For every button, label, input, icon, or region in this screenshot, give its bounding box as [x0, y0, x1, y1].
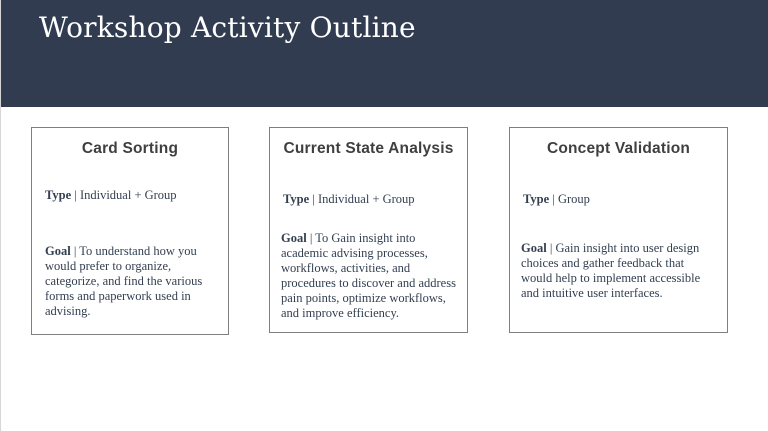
- separator: |: [74, 188, 77, 202]
- goal-row: [521, 241, 716, 301]
- slide-title: Workshop Activity Outline: [39, 11, 416, 44]
- goal-value: Gain insight into user design choices and gather feedback that would help to implement accessible and intuitive user interfaces.: [521, 241, 701, 300]
- goal-label: Goal: [45, 244, 71, 258]
- type-label: Type: [283, 192, 310, 206]
- goal-label: Goal: [521, 241, 547, 255]
- card-current-state-analysis: [269, 127, 468, 333]
- type-row: [45, 188, 215, 203]
- type-value: Individual + Group: [79, 188, 177, 202]
- type-value: Individual + Group: [317, 192, 415, 206]
- type-label: Type: [523, 192, 550, 206]
- card-card-sorting: [31, 127, 229, 335]
- type-row: [283, 192, 454, 207]
- type-row: [523, 192, 714, 207]
- separator: |: [73, 244, 77, 258]
- card-heading: Concept Validation: [546, 140, 691, 157]
- separator: |: [312, 192, 315, 206]
- card-heading: Card Sorting: [81, 140, 179, 157]
- card-heading: Current State Analysis: [283, 140, 454, 157]
- separator: |: [309, 231, 313, 245]
- slide-header: [1, 0, 768, 107]
- goal-value: To Gain insight into academic advising processes, workflows, activities, and procedures to discover and address pain points, optimize workflows, and improve efficiency.: [281, 231, 456, 320]
- goal-row: [281, 231, 456, 321]
- type-label: Type: [45, 188, 72, 202]
- separator: |: [552, 192, 555, 206]
- card-concept-validation: [509, 127, 728, 333]
- goal-value: To understand how you would prefer to organize, categorize, and find the various forms and paperwork used in advising.: [45, 244, 203, 318]
- goal-row: [45, 244, 215, 319]
- goal-label: Goal: [281, 231, 307, 245]
- separator: |: [549, 241, 553, 255]
- type-value: Group: [557, 192, 590, 206]
